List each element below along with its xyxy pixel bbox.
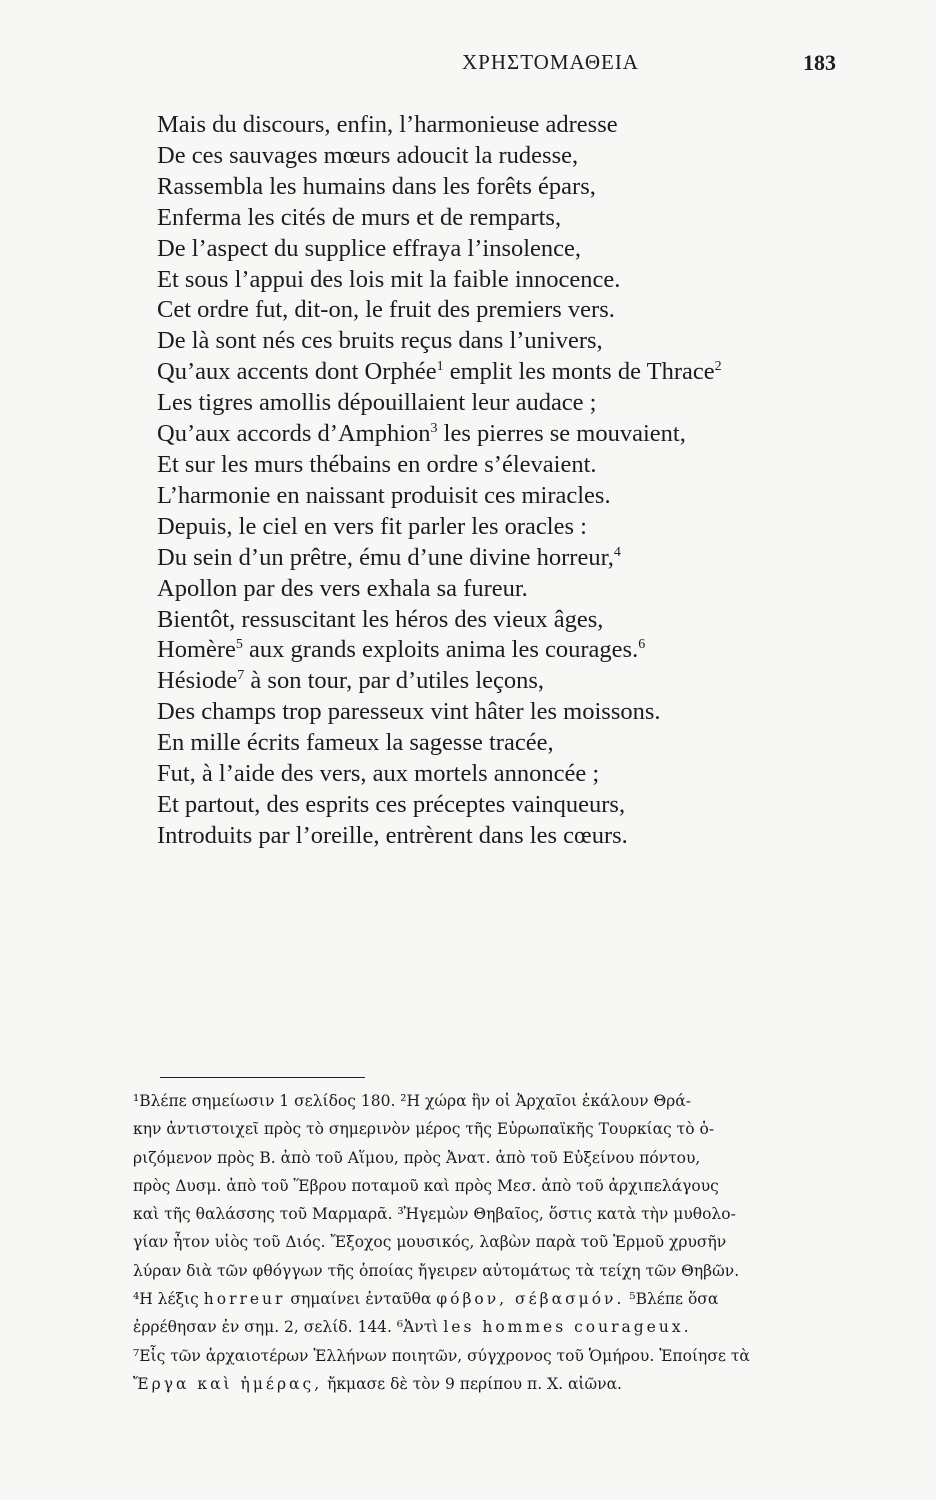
footnote-line: κην ἀντιστοιχεῖ πρὸς τὸ σημερινὸν μέρος τῆς Εὐρωπαϊκῆς Τουρκίας τὸ ὁ- (133, 1120, 715, 1139)
footnote-term: horreur (203, 1290, 286, 1309)
footnote-line (133, 1370, 833, 1398)
page-header (0, 50, 936, 90)
verse-line: Cet ordre fut, dit-on, le fruit des premiers vers. (157, 296, 615, 324)
footnote-line: γίαν ἦτον υἱὸς τοῦ Διός. Ἔξοχος μουσικός, λαβὼν παρὰ τοῦ Ἑρμοῦ χρυσῆν (133, 1233, 727, 1252)
verse-line: Apollon par des vers exhala sa fureur. (157, 574, 528, 602)
running-title: ΧΡΗΣΤΟΜΑΘΕΙΑ (462, 50, 639, 74)
footnote-ref: 3 (430, 420, 438, 436)
footnote-line: καὶ τῆς θαλάσσης τοῦ Μαρμαρᾶ. ³Ἡγεμὼν Θηβαῖος, ὅστις κατὰ τὴν μυθολο- (133, 1205, 736, 1224)
verse-line (157, 543, 857, 574)
footnote-text: σημαίνει ἐνταῦθα (290, 1290, 432, 1309)
verse-line: Bientôt, ressuscitant les héros des vieux âges, (157, 605, 604, 633)
verse-line (157, 666, 857, 697)
footnote-ref: 1 (436, 359, 444, 375)
verse-line: Des champs trop paresseux vint hâter les moissons. (157, 698, 661, 726)
footnote-ref: 5 (235, 637, 243, 653)
verse-line: Et sur les murs thébains en ordre s’élevaient. (157, 450, 597, 478)
verse-line: Fut, à l’aide des vers, aux mortels annoncée ; (157, 760, 600, 788)
verse-line: De ces sauvages mœurs adoucit la rudesse, (157, 141, 579, 169)
footnote-line: πρὸς Δυσμ. ἀπὸ τοῦ Ἕβρου ποταμοῦ καὶ πρὸς Μεσ. ἀπὸ τοῦ ἀρχιπελάγους (133, 1176, 719, 1195)
footnote-divider (160, 1077, 365, 1078)
verse-line: En mille écrits fameux la sagesse tracée, (157, 729, 554, 757)
verse-line (157, 419, 857, 450)
footnote-line: ⁷Εἷς τῶν ἀρχαιοτέρων Ἑλλήνων ποιητῶν, σύγχρονος τοῦ Ὁμήρου. Ἐποίησε τὰ (133, 1346, 750, 1365)
verse-line: Rassembla les humains dans les forêts épars, (157, 172, 596, 200)
verse-line: Introduits par l’oreille, entrèrent dans les cœurs. (157, 821, 628, 849)
footnotes (133, 1087, 833, 1398)
verse-line: De là sont nés ces bruits reçus dans l’univers, (157, 327, 603, 355)
verse-line: Et partout, des esprits ces préceptes vainqueurs, (157, 790, 626, 818)
footnote-ref: 2 (714, 359, 722, 375)
footnote-text: ⁵Βλέπε ὅσα (629, 1290, 719, 1309)
page-number: 183 (803, 50, 836, 75)
verse-text: Qu’aux accents dont Orphée (157, 358, 437, 386)
verse-line: Et sous l’appui des lois mit la faible innocence. (157, 265, 621, 293)
verse-line: L’harmonie en naissant produisit ces miracles. (157, 481, 611, 509)
footnote-line: ριζόμενον πρὸς Β. ἀπὸ τοῦ Αἵμου, πρὸς Ἀνατ. ἀπὸ τοῦ Εὐξείνου πόντου, (133, 1148, 701, 1167)
footnote-line (133, 1285, 833, 1313)
footnote-ref: 7 (237, 668, 245, 684)
footnote-ref: 4 (613, 544, 621, 560)
footnote-line: λύραν διὰ τῶν φθόγγων τῆς ὁποίας ἤγειρεν αὐτομάτως τὰ τείχη τῶν Θηβῶν. (133, 1261, 740, 1280)
verse-text: aux grands exploits anima les courages. (242, 636, 639, 664)
footnote-text: ἐρρέθησαν ἐν σημ. 2, σελίδ. 144. ⁶Ἀντὶ (133, 1318, 439, 1337)
verse-line: Enferma les cités de murs et de remparts, (157, 203, 562, 231)
verse-line (157, 357, 857, 388)
footnote-line: ¹Βλέπε σημείωσιν 1 σελίδος 180. ²Η χώρα ἣν οἱ Ἀρχαῖοι ἐκάλουν Θρά- (133, 1092, 691, 1110)
footnote-line (133, 1313, 833, 1341)
verse-text: Du sein d’un prêtre, ému d’une divine horreur, (157, 543, 614, 571)
verse-text: emplit les monts de Thrace (443, 358, 715, 386)
verse-line: Mais du discours, enfin, l’harmonieuse adresse (157, 111, 618, 138)
footnote-text: ἤκμασε δὲ τὸν 9 περίπου π. Χ. αἰῶνα. (327, 1374, 622, 1393)
verse-line: Les tigres amollis dépouillaient leur audace ; (157, 389, 597, 417)
footnote-term: les hommes courageux. (443, 1318, 692, 1337)
verse-text: Homère (157, 636, 236, 664)
verse-text: à son tour, par d’utiles leçons, (244, 667, 545, 695)
verse-line: De l’aspect du supplice effraya l’insolence, (157, 234, 582, 262)
verse-text: Hésiode (157, 667, 238, 695)
footnote-term: φόβον, σέβασμόν. (436, 1290, 625, 1309)
poem (157, 110, 857, 852)
footnote-ref: 6 (638, 637, 646, 653)
footnote-term: Ἔργα καὶ ἡμέρας, (133, 1374, 323, 1393)
footnote-text: ⁴Η λέξις (133, 1290, 199, 1309)
verse-text: Qu’aux accords d’Amphion (157, 420, 431, 448)
verse-line (157, 635, 857, 666)
verse-text: les pierres se mouvaient, (437, 420, 686, 448)
verse-line: Depuis, le ciel en vers fit parler les oracles : (157, 512, 587, 540)
